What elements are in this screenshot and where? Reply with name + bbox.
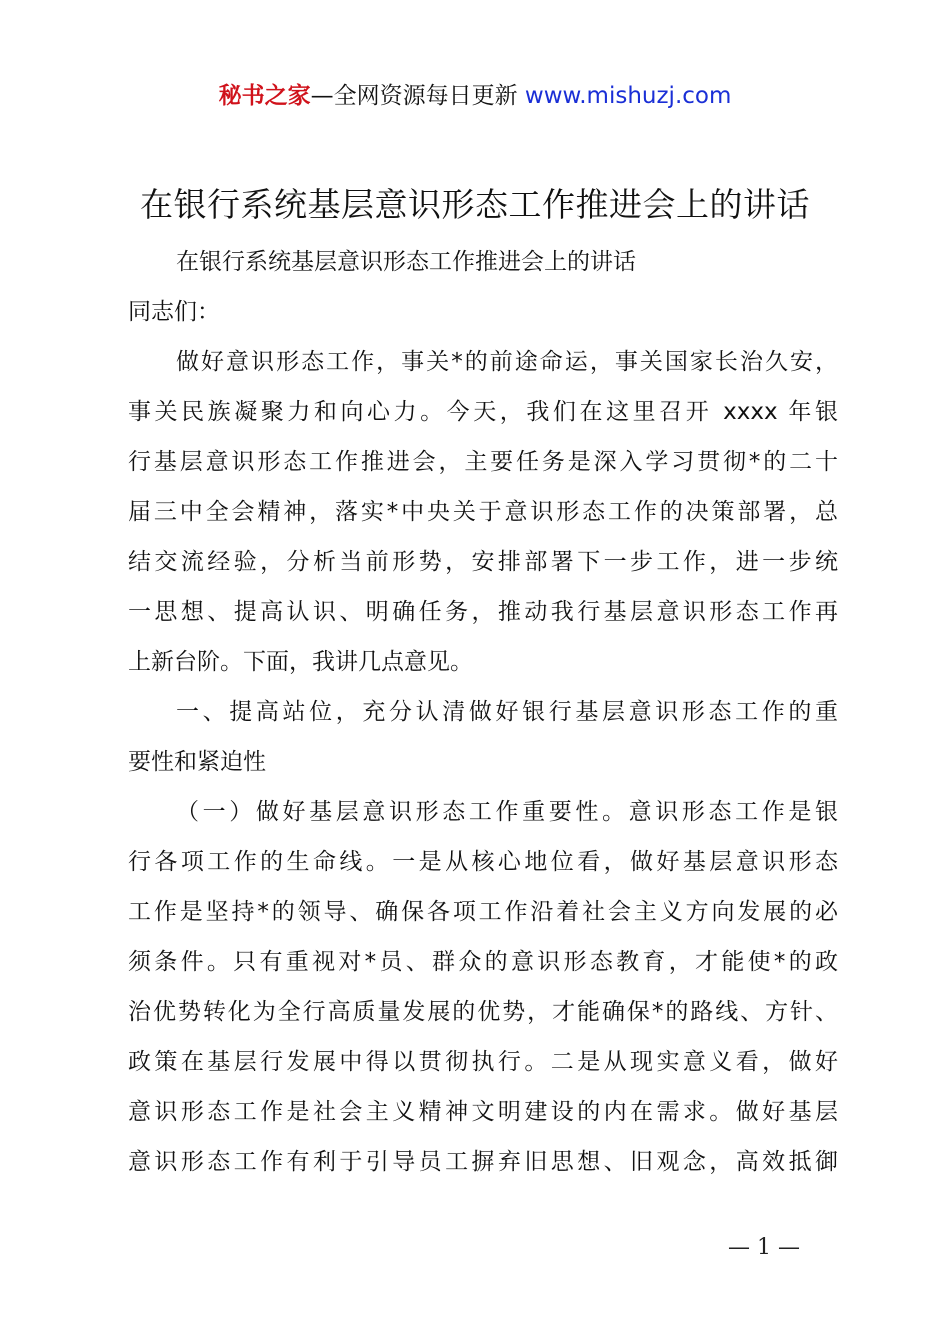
paragraph-line: 结交流经验，分析当前形势，安排部署下一步工作，进一步统 (128, 549, 838, 575)
salutation: 同志们： (128, 299, 220, 325)
site-url-link[interactable]: www.mishuzj.com (524, 83, 732, 109)
paragraph-section1-1 (128, 787, 838, 1187)
document-subtitle: 在银行系统基层意识形态工作推进会上的讲话 (176, 249, 636, 275)
site-tagline: —全网资源每日更新 (310, 83, 525, 109)
paragraph-line: 行基层意识形态工作推进会，主要任务是深入学习贯彻*的二十 (128, 449, 838, 475)
paragraph-line: 意识形态工作有利于引导员工摒弃旧思想、旧观念，高效抵御 (128, 1149, 838, 1175)
page-number: — 1 — (728, 1235, 800, 1260)
paragraph-line: （一）做好基层意识形态工作重要性。意识形态工作是银 (176, 799, 838, 825)
heading-line: 要性和紧迫性 (128, 749, 266, 775)
paragraph-line: 一思想、提高认识、明确任务，推动我行基层意识形态工作再 (128, 599, 838, 625)
paragraph-line: 政策在基层行发展中得以贯彻执行。二是从现实意义看，做好 (128, 1049, 838, 1075)
paragraph-line: 须条件。只有重视对*员、群众的意识形态教育，才能使*的政 (128, 949, 838, 975)
heading-line: 一、提高站位，充分认清做好银行基层意识形态工作的重 (176, 699, 838, 725)
paragraph-line: 工作是坚持*的领导、确保各项工作沿着社会主义方向发展的必 (128, 899, 838, 925)
paragraph-line: 事关民族凝聚力和向心力。今天，我们在这里召开 xxxx 年银 (128, 399, 838, 425)
paragraph-line: 做好意识形态工作，事关*的前途命运，事关国家长治久安， (176, 349, 838, 375)
paragraph-line: 上新台阶。下面，我讲几点意见。 (128, 649, 473, 675)
paragraph-line: 意识形态工作是社会主义精神文明建设的内在需求。做好基层 (128, 1099, 838, 1125)
document-body (128, 237, 838, 1187)
document-title: 在银行系统基层意识形态工作推进会上的讲话 (140, 185, 810, 224)
paragraph-line: 治优势转化为全行高质量发展的优势，才能确保*的路线、方针、 (128, 999, 838, 1025)
section-heading-1 (128, 687, 838, 787)
paragraph-intro (128, 337, 838, 687)
brand-name: 秘书之家 (218, 83, 311, 109)
paragraph-line: 届三中全会精神，落实*中央关于意识形态工作的决策部署，总 (128, 499, 838, 525)
paragraph-line: 行各项工作的生命线。一是从核心地位看，做好基层意识形态 (128, 849, 838, 875)
site-header (0, 80, 950, 112)
